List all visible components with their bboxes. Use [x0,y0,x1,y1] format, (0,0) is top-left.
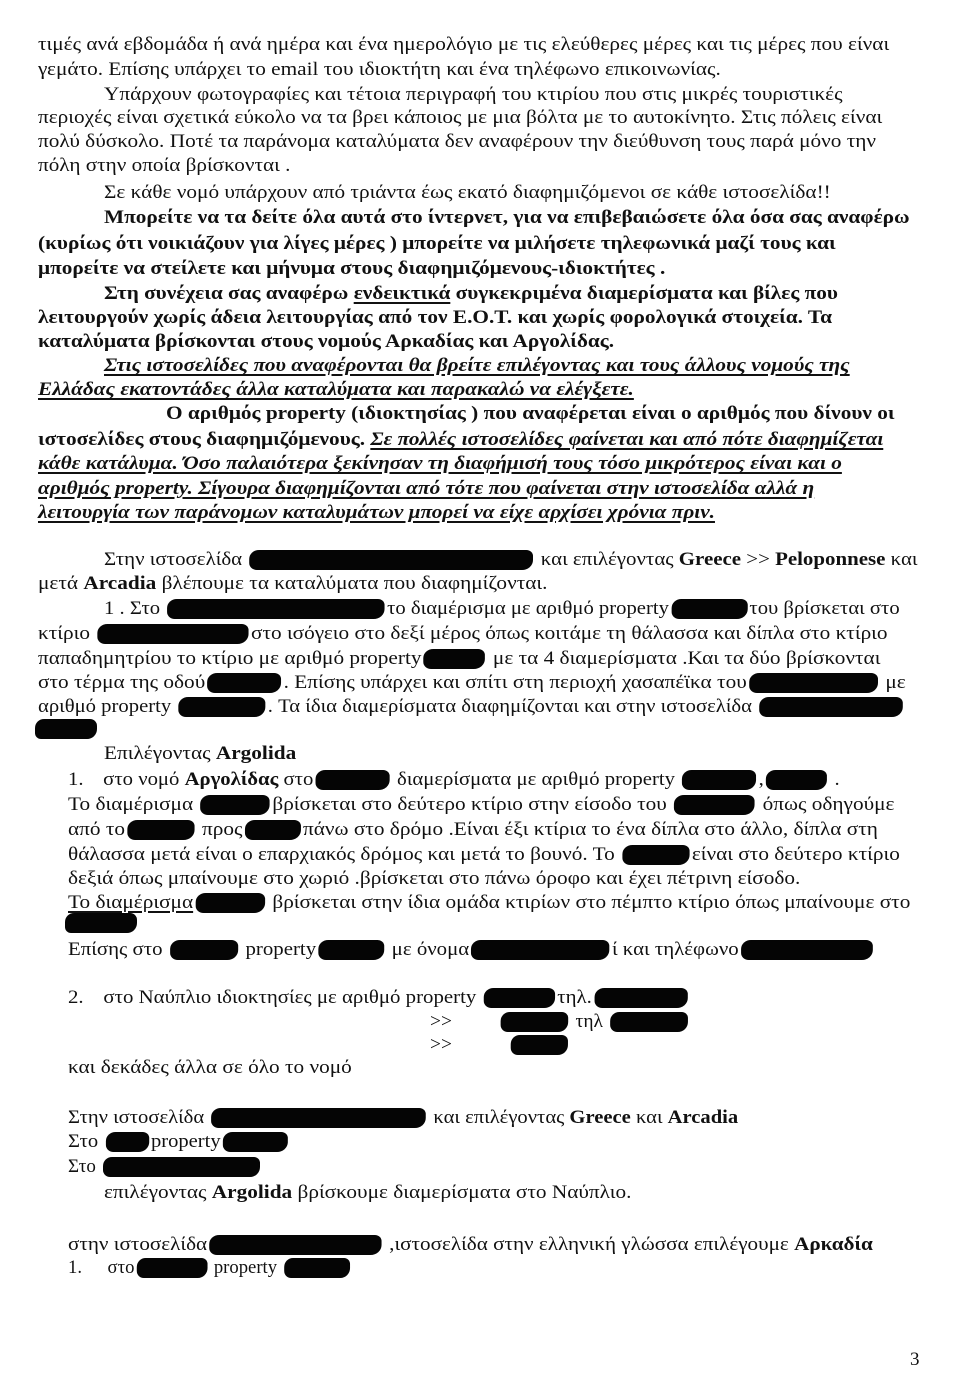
line-text: Μπορείτε να τα δείτε όλα αυτά στο ίντερνετ, για να επιβεβαιώσετε όλα όσα σας αναφέρω [104,207,910,228]
line-text: με όνομα [386,939,470,960]
bold-text: Greece [678,549,742,570]
line-text: κτίριο [38,623,96,644]
line-text: βρίσκεται στην ίδια ομάδα κτιρίων στο πέμπτο κτίριο όπως μπαίνουμε στο [267,892,911,913]
redaction-block [167,599,384,619]
redaction-block [136,1258,207,1278]
text-line [430,1010,690,1034]
line-text: Υπάρχουν φωτογραφίες και τέτοια περιγραφή του κτιρίου που στις μικρές τουριστικές [104,84,843,105]
redaction-block [471,940,609,960]
redaction-block [105,1132,148,1152]
redaction-block [766,770,827,790]
text-line [430,1033,570,1057]
redaction-block [98,624,249,644]
underlined-text: Σε πολλές ιστοσελίδες φαίνεται και από πότε διαφημίζεται [370,429,884,450]
line-text: Στην ιστοσελίδα [68,1107,210,1128]
line-text: βρίσκεται στο δεύτερο κτίριο στην είσοδο του [272,794,673,815]
line-text: διαμερίσματα με αριθμό property [391,769,681,790]
text-line [38,647,880,671]
bold-text: Argolida [211,1182,293,1203]
line-text: τιμές ανά εβδομάδα ή ανά ημέρα και ένα ημερολόγιο με τις ελεύθερες μέρες και τις μέρες που είναι [38,34,890,55]
line-text: ,ιστοσελίδα στην ελληνική γλώσσα επιλέγουμε [383,1234,795,1255]
redaction-block [127,820,194,840]
bold-text: Arcadia [667,1107,739,1128]
text-line [68,938,875,962]
bold-text: Greece [569,1107,631,1128]
redaction-block [674,795,755,815]
line-text: . Τα ίδια διαμερίσματα διαφημίζονται και στην ιστοσελίδα [267,696,758,717]
text-line [104,742,296,766]
text-line [38,106,882,130]
list-number: 2. [68,987,84,1008]
line-text: βλέπουμε τα καταλύματα που διαφημίζονται. [156,573,548,594]
redaction-block [741,940,873,960]
line-text: με τα 4 διαμερίσματα .Και τα δύο βρίσκονται [487,648,881,669]
line-text: Ο αριθμός property (ιδιοκτησίας ) που αναφέρεται είναι ο αριθμός που δίνουν οι [166,403,895,424]
bold-text-line [166,402,894,426]
text-line [68,1056,352,1080]
redaction-block [682,770,756,790]
line-text: στο Ναύπλιο ιδιοκτησίες με αριθμό property [103,987,482,1008]
line-text: >> [741,549,776,570]
redaction-block [250,550,534,570]
text-line [68,891,910,915]
line-text: Στην ιστοσελίδα [104,549,248,570]
bold-text-line [38,452,842,476]
line-text: αριθμό property [38,696,177,717]
list-number: 1. [68,769,84,790]
bold-text-line [38,232,836,256]
redaction-block [211,1108,426,1128]
arrow-marker: >> [430,1011,452,1032]
text-line [38,33,889,57]
text-line [104,181,831,205]
text-line [104,597,900,621]
redaction-block [610,1012,688,1032]
line-text: δεξιά όπως μπαίνουμε στο χωριό .βρίσκεται στο πάνω όροφο και έχει πέτρινη είσοδο. [68,868,801,889]
redaction-block [195,893,264,913]
line-text: και επιλέγοντας [535,549,679,570]
text-line [38,572,547,596]
redaction-block [759,697,903,717]
line-text: λειτουργούν χωρίς άδεια λειτουργίας από τον Ε.Ο.Τ. και χωρίς φορολογικά στοιχεία. Τα [38,307,832,328]
text-line [38,58,721,82]
line-text: property [150,1131,221,1152]
line-text: τηλ [570,1011,608,1032]
line-text: (κυρίως ότι νοικιάζουν για λίγες μέρες ) μπορείτε να μιλήσετε τηλεφωνικά μαζί τους και [38,233,836,254]
line-text: 1 . Στο [104,598,166,619]
text-line [68,843,900,867]
line-text: θάλασσα μετά είναι ο επαρχιακός δρόμος και μετά το βουνό. Το [68,844,621,865]
underlined-text: ενδεικτικά [353,283,451,304]
underlined-text: λειτουργία των παράνομων καταλυμάτων μπορεί να είχε αρχίσει χρόνια πριν. [38,502,715,523]
line-text: με [880,672,906,693]
line-text: όπως οδηγούμε [757,794,895,815]
line-text: είναι στο δεύτερο κτίριο [691,844,900,865]
underlined-text: Ελλάδας εκατοντάδες άλλα καταλύματα και παρακαλώ να ελέγξετε. [38,379,634,400]
line-text: παπαδημητρίου το κτίριο με αριθμό property [38,648,422,669]
text-line [68,768,840,792]
bold-text-line [38,306,832,330]
text-line [68,1256,352,1280]
line-text: στο [107,1257,135,1278]
line-text: στο [278,769,314,790]
line-text: στο νομό [103,769,185,790]
redaction-block [501,1012,569,1032]
line-text: πάνω στο δρόμο .Είναι έξι κτίρια το ένα δίπλα στο άλλο, δίπλα στη [302,819,878,840]
bold-text-line [38,477,814,501]
redaction-block [65,913,137,933]
redaction-block [318,940,384,960]
line-text: Επίσης στο [68,939,168,960]
text-line [104,1181,631,1205]
line-text: και [630,1107,668,1128]
line-text: πολύ δύσκολο. Ποτέ τα παράνομα καταλύματα δεν αναφέρουν την διεύθυνση τους παρά μόνο την [38,131,877,152]
line-text: , [758,769,764,790]
redaction-block [209,1235,381,1255]
page-number: 3 [910,1349,920,1370]
line-text: συγκεκριμένα διαμερίσματα και βίλες που [450,283,838,304]
line-text: Επιλέγοντας [104,743,216,764]
text-line [38,154,290,178]
redaction-block [671,599,747,619]
bold-text: Argolida [215,743,297,764]
line-text: περιοχές είναι σχετικά εύκολο να τα βρει κάποιος με μια βόλτα με το αυτοκίνητο. Στις πόλεις είναι [38,107,883,128]
line-text: γεμάτο. Επίσης υπάρχει το email του ιδιοκτήτη και ένα τηλέφωνο επικοινωνίας. [38,59,721,80]
text-line [68,1155,262,1179]
line-text: property [209,1257,282,1278]
text-line [38,671,906,695]
line-text: τηλ. [557,987,592,1008]
line-text: στο τέρμα της οδού [38,672,206,693]
line-text: πόλη στην οποία βρίσκονται . [38,155,291,176]
text-line [38,622,888,646]
underlined-text: Στις ιστοσελίδες που αναφέρονται θα βρείτε επιλέγοντας και τους άλλους νομούς της [104,355,850,376]
line-text: property [240,939,317,960]
redaction-block [103,1157,260,1177]
underlined-text: κάθε κατάλυμα. Όσο παλαιότερα ξεκίνησαν τη διαφήμισή τους τόσο μικρότερος είναι και ο [38,453,842,474]
bold-text: Αρκαδία [794,1234,873,1255]
bold-text-line [38,257,665,281]
bold-text: Peloponnese [775,549,886,570]
redaction-block [201,795,270,815]
line-text: προς [196,819,243,840]
line-text: μετά [38,573,84,594]
redaction-block [484,988,555,1008]
line-text: Σε κάθε νομό υπάρχουν από τριάντα έως εκατό διαφημιζόμενοι σε κάθε ιστοσελίδα!! [104,182,831,203]
redaction-block [622,845,689,865]
text-line [104,548,918,572]
text-line [104,83,843,107]
text-line [68,986,689,1010]
arrow-marker: >> [430,1034,452,1055]
bold-text-line [104,354,850,378]
text-line [68,1106,738,1130]
redaction-block [284,1258,350,1278]
text-line [38,695,905,719]
redaction-block [207,673,281,693]
bold-text: Αργολίδας [184,769,279,790]
text-line [68,1130,290,1154]
redaction-block [594,988,687,1008]
redaction-block [223,1132,288,1152]
line-text: στο ισόγειο στο δεξί μέρος όπως κοιτάμε τη θάλασσα και δίπλα στο κτίριο [250,623,888,644]
line-text: βρίσκουμε διαμερίσματα στο Ναύπλιο. [292,1182,632,1203]
line-text: Στη συνέχεια σας αναφέρω [104,283,354,304]
line-text: του βρίσκεται στο [749,598,900,619]
underlined-text: αριθμός property. Σίγουρα διαφημίζονται από τότε που φαίνεται στην ιστοσελίδα αλλά η [38,478,815,499]
line-text: Στο [68,1131,104,1152]
redaction-block [511,1035,568,1055]
redaction-block [179,697,266,717]
redaction-block [35,719,97,739]
text-line [68,1233,873,1257]
bold-text-line [38,330,614,354]
text-line [38,130,876,154]
text-line [68,867,800,891]
line-text: στην ιστοσελίδα [68,1234,208,1255]
bold-text-line [104,282,838,306]
line-text: Στο [68,1156,101,1177]
redaction-block [170,940,238,960]
line-text: και δεκάδες άλλα σε όλο το νομό [68,1057,352,1078]
list-number: 1. [68,1257,83,1278]
underlined-text: Το διαμέρισμα [68,892,194,913]
line-text: το διαμέρισμα με αριθμό property [387,598,669,619]
line-text: μπορείτε να στείλετε και μήνυμα στους διαφημιζόμενους-ιδιοκτήτες . [38,258,666,279]
line-text: επιλέγοντας [104,1182,212,1203]
line-text: και επιλέγοντας [428,1107,570,1128]
line-text: ιστοσελίδες στους διαφημιζόμενους. [38,429,371,450]
bold-text-line [104,206,910,230]
bold-text: Arcadia [83,573,157,594]
redaction-block [749,673,878,693]
redaction-block [316,770,390,790]
bold-text-line [38,501,715,525]
line-text: . [829,769,840,790]
line-text: και [885,549,918,570]
line-text: Το διαμέρισμα [68,794,199,815]
line-text: ί και τηλέφωνο [611,939,739,960]
redaction-block [245,820,301,840]
bold-text-line [38,428,883,452]
text-line [68,793,894,817]
text-line [68,818,878,842]
bold-text-line [38,378,634,402]
line-text: καταλύματα βρίσκονται στους νομούς Αρκαδίας και Αργολίδας. [38,331,615,352]
redaction-block [424,649,486,669]
line-text: . Επίσης υπάρχει και σπίτι στη περιοχή χασαπέϊκα του [283,672,747,693]
line-text: από το [68,819,126,840]
